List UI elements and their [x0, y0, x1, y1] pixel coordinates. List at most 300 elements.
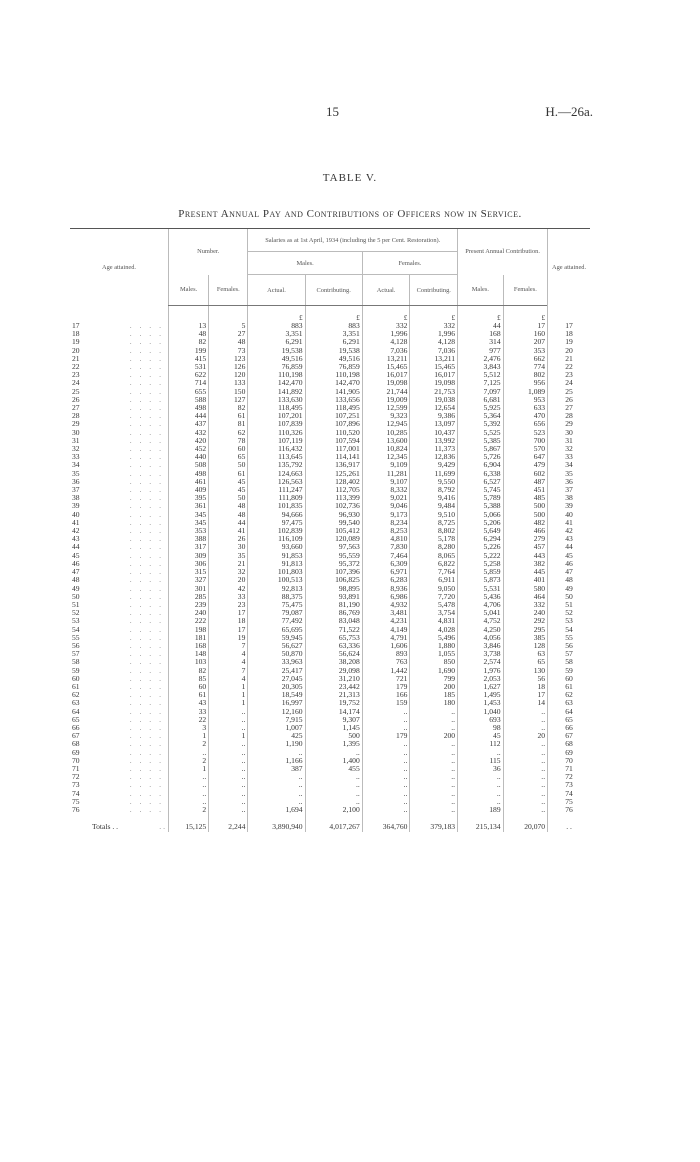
- cell-actual-females: 12,345: [362, 453, 410, 461]
- totals-contributing-females: 379,183: [410, 822, 458, 832]
- cell-actual: 1,694: [248, 806, 305, 822]
- cell-contributing: 112,705: [305, 486, 362, 494]
- cell-males: 181: [168, 634, 208, 642]
- row-age-value: 35: [72, 468, 80, 478]
- cell-actual: ..: [248, 773, 305, 781]
- row-leader-dots: . . . .: [129, 731, 164, 741]
- cell-males: 199: [168, 347, 208, 355]
- cell-actual-females: 13,600: [362, 437, 410, 445]
- cell-age-right: 18: [548, 330, 590, 338]
- cell-actual: 75,475: [248, 601, 305, 609]
- cell-contribution-males: 4,056: [458, 634, 504, 642]
- cell-age-right: 47: [548, 568, 590, 576]
- cell-females: ..: [209, 749, 248, 757]
- cell-contribution-males: 5,525: [458, 429, 504, 437]
- cell-age-right: 26: [548, 396, 590, 404]
- cell-contributing: 105,412: [305, 527, 362, 535]
- row-age-value: 37: [72, 485, 80, 495]
- cell-contribution-males: 5,789: [458, 494, 504, 502]
- cell-contribution-males: 5,041: [458, 609, 504, 617]
- cell-actual-females: ..: [362, 716, 410, 724]
- cell-contributing-females: 200: [410, 683, 458, 691]
- row-leader-dots: . . . .: [129, 714, 164, 724]
- cell-contributing-females: 9,484: [410, 502, 458, 510]
- cell-females: ..: [209, 708, 248, 716]
- row-leader-dots: . . . .: [129, 378, 164, 388]
- header-contribution-males: Males.: [458, 275, 504, 306]
- cell-contributing-females: 13,097: [410, 420, 458, 428]
- cell-females: 45: [209, 486, 248, 494]
- cell-contribution-males: 7,125: [458, 379, 504, 387]
- cell-males: 508: [168, 461, 208, 469]
- cell-contributing: ..: [305, 773, 362, 781]
- cell-actual: 110,198: [248, 371, 305, 379]
- unit-label: £: [458, 306, 504, 323]
- row-age-value: 52: [72, 608, 80, 618]
- cell-contribution-males: 5,512: [458, 371, 504, 379]
- cell-males: 301: [168, 585, 208, 593]
- header-salaries-females: Females.: [362, 252, 457, 275]
- cell-actual: 101,803: [248, 568, 305, 576]
- cell-actual: 56,627: [248, 642, 305, 650]
- cell-actual: ..: [248, 790, 305, 798]
- cell-contributing: 107,251: [305, 412, 362, 420]
- cell-contributing: 49,516: [305, 355, 362, 363]
- row-leader-dots: . . . .: [129, 690, 164, 700]
- cell-age-right: 24: [548, 379, 590, 387]
- cell-contribution-females: ..: [503, 781, 547, 789]
- cell-females: ..: [209, 740, 248, 748]
- cell-contributing: 65,753: [305, 634, 362, 642]
- cell-contributing: 86,769: [305, 609, 362, 617]
- cell-females: 41: [209, 527, 248, 535]
- cell-age-right: 51: [548, 601, 590, 609]
- cell-age-right: 71: [548, 765, 590, 773]
- cell-males: ..: [168, 790, 208, 798]
- row-leader-dots: . . . .: [129, 706, 164, 716]
- header-females-contributing: Contributing.: [410, 275, 458, 306]
- cell-age-right: 61: [548, 683, 590, 691]
- cell-males: 306: [168, 560, 208, 568]
- cell-contributing: 1,145: [305, 724, 362, 732]
- cell-actual-females: 19,098: [362, 379, 410, 387]
- cell-contributing: 95,559: [305, 552, 362, 560]
- totals-actual-females: 364,760: [362, 822, 410, 832]
- row-age-value: 66: [72, 722, 80, 732]
- row-leader-dots: . . . .: [129, 427, 164, 437]
- table-title: TABLE V.: [322, 172, 378, 184]
- cell-contributing-females: 9,050: [410, 585, 458, 593]
- cell-contribution-males: 5,873: [458, 576, 504, 584]
- cell-contributing: 107,594: [305, 437, 362, 445]
- cell-actual-females: 7,036: [362, 347, 410, 355]
- row-age-value: 70: [72, 755, 80, 765]
- cell-females: 61: [209, 412, 248, 420]
- cell-actual-females: ..: [362, 798, 410, 806]
- cell-contributing-females: ..: [410, 765, 458, 773]
- row-leader-dots: . . . .: [129, 649, 164, 659]
- cell-age-right: 46: [548, 560, 590, 568]
- cell-contribution-females: 470: [503, 412, 547, 420]
- cell-males: 498: [168, 470, 208, 478]
- cell-contribution-females: 802: [503, 371, 547, 379]
- cell-contributing: 107,396: [305, 568, 362, 576]
- cell-females: 4: [209, 658, 248, 666]
- row-age-value: 57: [72, 649, 80, 659]
- cell-contribution-males: 2,574: [458, 658, 504, 666]
- cell-contributing: 120,089: [305, 535, 362, 543]
- cell-actual-females: 6,971: [362, 568, 410, 576]
- cell-contributing-females: 1,690: [410, 667, 458, 675]
- cell-contributing: 99,540: [305, 519, 362, 527]
- document-reference: H.—26a.: [545, 104, 593, 119]
- cell-contribution-females: 482: [503, 519, 547, 527]
- cell-females: 65: [209, 453, 248, 461]
- cell-contribution-males: 5,867: [458, 445, 504, 453]
- cell-contributing-females: 799: [410, 675, 458, 683]
- cell-females: ..: [209, 757, 248, 765]
- cell-actual-females: ..: [362, 724, 410, 732]
- cell-males: 432: [168, 429, 208, 437]
- cell-males: 43: [168, 699, 208, 707]
- cell-age-right: 42: [548, 527, 590, 535]
- cell-contribution-females: 602: [503, 470, 547, 478]
- cell-age-right: 22: [548, 363, 590, 371]
- cell-females: 18: [209, 617, 248, 625]
- cell-males: ..: [168, 773, 208, 781]
- cell-males: 48: [168, 330, 208, 338]
- row-leader-dots: . . . .: [129, 345, 164, 355]
- cell-age-right: 53: [548, 617, 590, 625]
- cell-contribution-females: 353: [503, 347, 547, 355]
- cell-actual: 65,695: [248, 626, 305, 634]
- totals-contribution-males: 215,134: [458, 822, 504, 832]
- cell-contributing-females: 332: [410, 322, 458, 330]
- cell-males: 198: [168, 626, 208, 634]
- cell-age-right: 41: [548, 519, 590, 527]
- cell-males: 388: [168, 535, 208, 543]
- cell-contributing: 1,395: [305, 740, 362, 748]
- cell-males: 452: [168, 445, 208, 453]
- cell-age-right: 38: [548, 494, 590, 502]
- cell-contributing: 19,752: [305, 699, 362, 707]
- row-age-value: 24: [72, 378, 80, 388]
- cell-contributing: 128,402: [305, 478, 362, 486]
- cell-males: 315: [168, 568, 208, 576]
- cell-age-right: 68: [548, 740, 590, 748]
- cell-males: 345: [168, 519, 208, 527]
- cell-contributing-females: ..: [410, 740, 458, 748]
- table-row: [70, 806, 590, 822]
- cell-females: 7: [209, 667, 248, 675]
- cell-females: 30: [209, 543, 248, 551]
- cell-actual-females: 8,332: [362, 486, 410, 494]
- cell-contribution-males: 1,495: [458, 691, 504, 699]
- row-leader-dots: . . . .: [129, 444, 164, 454]
- cell-contribution-males: 5,392: [458, 420, 504, 428]
- row-age-value: 72: [72, 772, 80, 782]
- cell-contributing-females: ..: [410, 724, 458, 732]
- cell-contributing-females: 1,996: [410, 330, 458, 338]
- cell-actual: 113,645: [248, 453, 305, 461]
- cell-age-right: 30: [548, 429, 590, 437]
- cell-contribution-females: ..: [503, 708, 547, 716]
- cell-contributing: 883: [305, 322, 362, 330]
- cell-actual: 12,160: [248, 708, 305, 716]
- cell-age-right: 55: [548, 634, 590, 642]
- cell-contribution-females: 656: [503, 420, 547, 428]
- cell-actual: 91,813: [248, 560, 305, 568]
- cell-males: 317: [168, 543, 208, 551]
- cell-contribution-females: 485: [503, 494, 547, 502]
- cell-actual-females: 4,149: [362, 626, 410, 634]
- cell-males: 2: [168, 757, 208, 765]
- cell-contributing: 6,291: [305, 338, 362, 346]
- cell-actual: 18,549: [248, 691, 305, 699]
- cell-actual-females: 4,231: [362, 617, 410, 625]
- cell-contribution-males: 45: [458, 732, 504, 740]
- cell-males: 61: [168, 691, 208, 699]
- cell-females: ..: [209, 790, 248, 798]
- cell-age-right: 59: [548, 667, 590, 675]
- cell-contributing-females: 4,831: [410, 617, 458, 625]
- row-leader-dots: . . . .: [129, 673, 164, 683]
- row-age-value: 49: [72, 583, 80, 593]
- unit-label: £: [503, 306, 547, 323]
- cell-actual-females: 4,810: [362, 535, 410, 543]
- cell-contribution-females: ..: [503, 716, 547, 724]
- cell-contribution-males: 1,453: [458, 699, 504, 707]
- cell-actual-females: 1,606: [362, 642, 410, 650]
- cell-actual: 425: [248, 732, 305, 740]
- cell-males: 168: [168, 642, 208, 650]
- cell-age-right: 43: [548, 535, 590, 543]
- cell-contribution-males: 5,388: [458, 502, 504, 510]
- cell-actual-females: 4,128: [362, 338, 410, 346]
- header-salaries-males: Males.: [248, 252, 362, 275]
- cell-contribution-males: 314: [458, 338, 504, 346]
- row-leader-dots: . . . .: [129, 747, 164, 757]
- cell-actual: 1,190: [248, 740, 305, 748]
- row-leader-dots: . . . .: [129, 550, 164, 560]
- cell-actual-females: 21,744: [362, 388, 410, 396]
- cell-contributing-females: 7,764: [410, 568, 458, 576]
- cell-actual: 883: [248, 322, 305, 330]
- cell-contribution-males: 7,097: [458, 388, 504, 396]
- row-age-value: 31: [72, 435, 80, 445]
- unit-label: £: [410, 306, 458, 323]
- row-leader-dots: . . . .: [129, 526, 164, 536]
- cell-actual-females: 6,986: [362, 593, 410, 601]
- row-age-value: 65: [72, 714, 80, 724]
- cell-males: 353: [168, 527, 208, 535]
- cell-actual-females: ..: [362, 757, 410, 765]
- row-leader-dots: . . . .: [129, 739, 164, 749]
- cell-actual-females: 1,996: [362, 330, 410, 338]
- cell-age-right: 73: [548, 781, 590, 789]
- cell-contributing: 14,174: [305, 708, 362, 716]
- cell-actual: 107,201: [248, 412, 305, 420]
- totals-females: 2,244: [209, 822, 248, 832]
- cell-contributing-females: ..: [410, 708, 458, 716]
- cell-contributing-females: 8,792: [410, 486, 458, 494]
- row-leader-dots: . . . .: [129, 608, 164, 618]
- cell-males: 60: [168, 683, 208, 691]
- row-age-value: 61: [72, 681, 80, 691]
- cell-females: 44: [209, 519, 248, 527]
- cell-females: 1: [209, 699, 248, 707]
- cell-contribution-males: 693: [458, 716, 504, 724]
- cell-contribution-males: 5,726: [458, 453, 504, 461]
- cell-females: 61: [209, 470, 248, 478]
- cell-females: 78: [209, 437, 248, 445]
- cell-contribution-females: 500: [503, 502, 547, 510]
- cell-females: 62: [209, 429, 248, 437]
- cell-age-right: 48: [548, 576, 590, 584]
- cell-contributing-females: 9,416: [410, 494, 458, 502]
- cell-males: 1: [168, 732, 208, 740]
- cell-actual-females: 159: [362, 699, 410, 707]
- cell-contribution-males: 3,738: [458, 650, 504, 658]
- row-age-value: 25: [72, 386, 80, 396]
- row-leader-dots: . . . .: [129, 394, 164, 404]
- row-age-value: 62: [72, 690, 80, 700]
- cell-actual: 7,915: [248, 716, 305, 724]
- cell-actual-females: 4,791: [362, 634, 410, 642]
- header-males-actual: Actual.: [248, 275, 305, 306]
- cell-age-right: 69: [548, 749, 590, 757]
- row-leader-dots: . . . .: [129, 534, 164, 544]
- row-leader-dots: . . . .: [129, 640, 164, 650]
- cell-contributing-females: ..: [410, 749, 458, 757]
- cell-contribution-females: ..: [503, 757, 547, 765]
- cell-contribution-males: 5,226: [458, 543, 504, 551]
- cell-age-right: 66: [548, 724, 590, 732]
- cell-contribution-males: 5,385: [458, 437, 504, 445]
- cell-age-right: 72: [548, 773, 590, 781]
- cell-females: ..: [209, 781, 248, 789]
- cell-contributing-females: 5,496: [410, 634, 458, 642]
- cell-age-right: 21: [548, 355, 590, 363]
- cell-contributing: 93,891: [305, 593, 362, 601]
- cell-contribution-females: 401: [503, 576, 547, 584]
- cell-females: 150: [209, 388, 248, 396]
- cell-females: 4: [209, 675, 248, 683]
- row-leader-dots: . . . .: [129, 403, 164, 413]
- cell-actual: 50,870: [248, 650, 305, 658]
- cell-contribution-males: 2,053: [458, 675, 504, 683]
- row-age-value: 44: [72, 542, 80, 552]
- cell-actual-females: 9,107: [362, 478, 410, 486]
- cell-contribution-males: 168: [458, 330, 504, 338]
- row-leader-dots: . . . .: [129, 542, 164, 552]
- cell-contribution-males: 6,294: [458, 535, 504, 543]
- cell-age-right: 65: [548, 716, 590, 724]
- cell-males: 444: [168, 412, 208, 420]
- row-age-value: 60: [72, 673, 80, 683]
- cell-contributing-females: 10,437: [410, 429, 458, 437]
- cell-contribution-females: 240: [503, 609, 547, 617]
- cell-females: 120: [209, 371, 248, 379]
- totals-age: . .: [548, 822, 590, 832]
- cell-contributing: 19,538: [305, 347, 362, 355]
- cell-actual-females: 13,211: [362, 355, 410, 363]
- header-males-contributing: Contributing.: [305, 275, 362, 306]
- cell-age-right: 64: [548, 708, 590, 716]
- cell-contributing: 125,261: [305, 470, 362, 478]
- cell-actual-females: ..: [362, 765, 410, 773]
- cell-contribution-females: 56: [503, 675, 547, 683]
- row-leader-dots: . . . .: [129, 501, 164, 511]
- cell-actual: 142,470: [248, 379, 305, 387]
- cell-males: 655: [168, 388, 208, 396]
- cell-age-right: 75: [548, 798, 590, 806]
- cell-actual: ..: [248, 749, 305, 757]
- row-age-value: 40: [72, 509, 80, 519]
- row-leader-dots: . . . .: [129, 583, 164, 593]
- cell-actual-females: 8,936: [362, 585, 410, 593]
- cell-age-right: 29: [548, 420, 590, 428]
- header-age-attained-right: Age attained.: [548, 229, 590, 306]
- cell-contribution-males: ..: [458, 749, 504, 757]
- cell-males: ..: [168, 798, 208, 806]
- cell-contributing-females: 7,036: [410, 347, 458, 355]
- cell-males: 498: [168, 404, 208, 412]
- cell-contribution-females: ..: [503, 740, 547, 748]
- cell-actual-females: 893: [362, 650, 410, 658]
- row-age-value: 76: [72, 804, 80, 814]
- row-age-value: 53: [72, 616, 80, 626]
- cell-contributing-females: 8,065: [410, 552, 458, 560]
- cell-contributing-females: ..: [410, 798, 458, 806]
- cell-contribution-females: 570: [503, 445, 547, 453]
- cell-actual-females: 8,253: [362, 527, 410, 535]
- cell-actual: 141,892: [248, 388, 305, 396]
- cell-actual: 107,119: [248, 437, 305, 445]
- cell-contribution-females: 130: [503, 667, 547, 675]
- row-age-value: 73: [72, 780, 80, 790]
- cell-actual: 88,375: [248, 593, 305, 601]
- row-leader-dots: . . . .: [129, 419, 164, 429]
- row-age-value: 48: [72, 575, 80, 585]
- cell-contribution-males: 4,706: [458, 601, 504, 609]
- cell-actual: 76,859: [248, 363, 305, 371]
- cell-contribution-females: 385: [503, 634, 547, 642]
- cell-males: 82: [168, 338, 208, 346]
- row-age-value: 67: [72, 731, 80, 741]
- cell-females: 50: [209, 461, 248, 469]
- cell-contribution-males: 4,752: [458, 617, 504, 625]
- cell-age-right: 50: [548, 593, 590, 601]
- cell-actual: 133,630: [248, 396, 305, 404]
- row-age-value: 36: [72, 476, 80, 486]
- header-contribution-females: Females.: [503, 275, 547, 306]
- row-leader-dots: . . . .: [129, 452, 164, 462]
- cell-contribution-females: 17: [503, 322, 547, 330]
- cell-contributing: 118,495: [305, 404, 362, 412]
- cell-contributing-females: 11,373: [410, 445, 458, 453]
- cell-females: ..: [209, 798, 248, 806]
- row-age-value: 58: [72, 657, 80, 667]
- cell-contributing-females: 13,992: [410, 437, 458, 445]
- cell-males: 409: [168, 486, 208, 494]
- cell-contribution-females: 662: [503, 355, 547, 363]
- cell-contributing: 133,656: [305, 396, 362, 404]
- cell-contributing-females: 21,753: [410, 388, 458, 396]
- cell-contribution-males: 98: [458, 724, 504, 732]
- cell-contributing: 9,307: [305, 716, 362, 724]
- cell-contribution-females: ..: [503, 749, 547, 757]
